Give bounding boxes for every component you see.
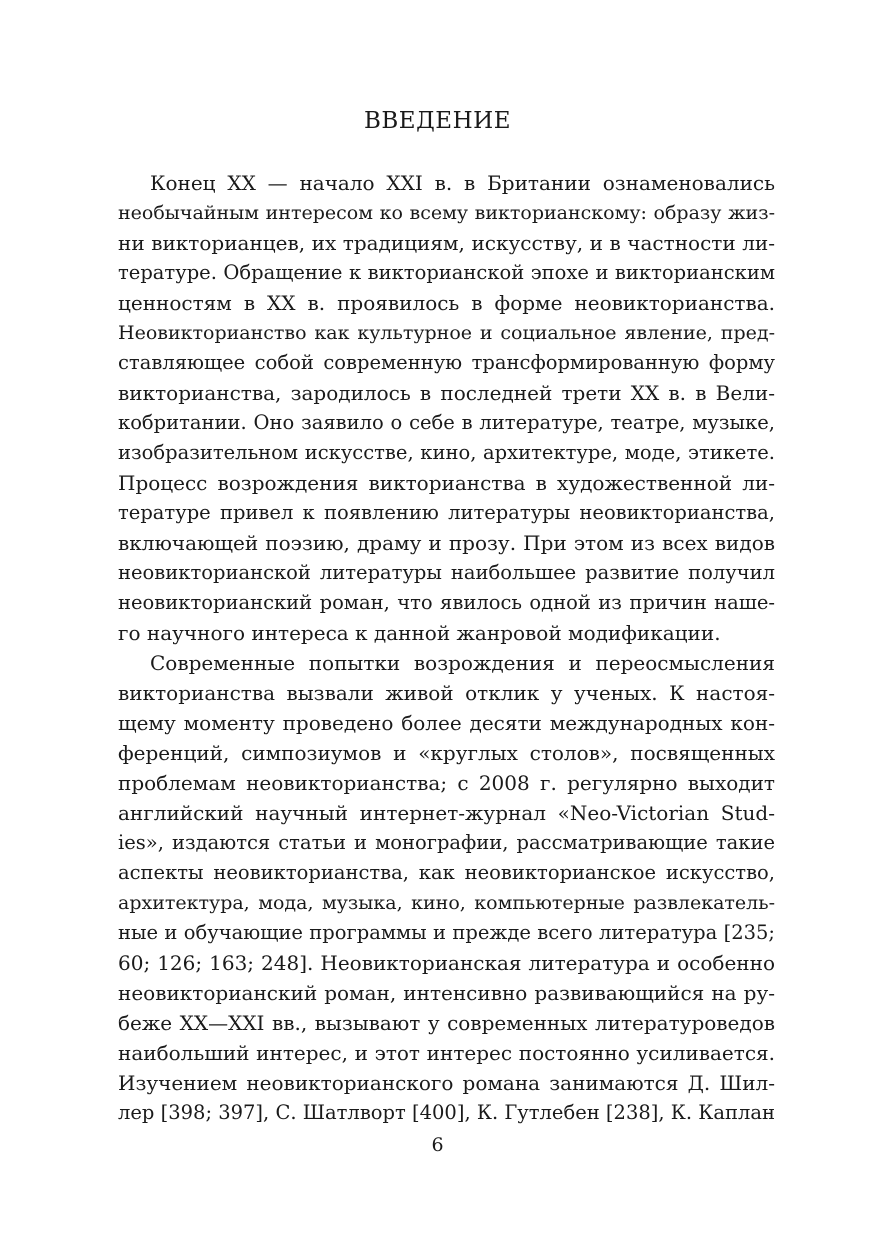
text-line: беже XX—XXI вв., вызывают у современных литературоведов (118, 1011, 775, 1035)
text-line: кобритании. Оно заявило о себе в литературе, театре, музыке, (118, 411, 775, 434)
text-line: тературе. Обращение к викторианской эпохе и викторианским (118, 261, 775, 284)
text-line: ставляющее собой современную трансформированную форму (118, 351, 775, 374)
text-line: неовикторианский роман, что явилось одной из причин наше- (118, 591, 775, 614)
text-line: ies», издаются статьи и монографии, рассматривающие такие (118, 831, 775, 854)
text-line: неовикторианской литературы наибольшее развитие получил (118, 561, 775, 584)
text-line: Изучением неовикторианского романа занимаются Д. Шил- (118, 1071, 775, 1095)
text-line: неовикторианский роман, интенсивно развивающийся на ру- (118, 981, 775, 1005)
text-line: ференций, симпозиумов и «круглых столов», посвященных (118, 741, 775, 765)
text-line: ценностям в XX в. проявилось в форме неовикторианства. (118, 291, 775, 315)
text-line: аспекты неовикторианства, как неовикторианское искусство, (118, 861, 775, 884)
text-line: изобразительном искусстве, кино, архитектуре, моде, этикете. (118, 441, 775, 464)
text-line: архитектура, мода, музыка, кино, компьютерные развлекатель- (118, 892, 775, 914)
text-line: тературе привел к появлению литературы неовикторианства, (118, 501, 775, 524)
text-line: проблемам неовикторианства; с 2008 г. регулярно выходит (118, 771, 775, 795)
text-line: 60; 126; 163; 248]. Неовикторианская литература и особенно (118, 951, 775, 975)
text-line: Современные попытки возрождения и переосмысления (150, 651, 775, 675)
text-line: Процесс возрождения викторианства в художественной ли- (118, 471, 775, 495)
text-line: включающей поэзию, драму и прозу. При этом из всех видов (118, 531, 775, 555)
text-line: английский научный интернет-журнал «Neo-Victorian Stud- (118, 801, 775, 825)
text-line: Конец XX — начало XXI в. в Британии ознаменовались (150, 171, 775, 195)
text-line: наибольший интерес, и этот интерес постоянно усиливается. (118, 1041, 775, 1065)
text-line: викторианства, зародилось в последней трети XX в. в Вели- (118, 381, 775, 405)
text-line: лер [398; 397], С. Шатлворт [400], К. Гутлебен [238], К. Каплан (118, 1101, 775, 1124)
text-line: викторианства вызвали живой отклик у ученых. К настоя- (118, 681, 775, 705)
text-line: го научного интереса к данной жанровой модификации. (118, 621, 721, 645)
text-line: щему моменту проведено более десяти международных кон- (118, 711, 775, 735)
text-line: ни викторианцев, их традициям, искусству, и в частности ли- (118, 231, 775, 255)
text-line: Неовикторианство как культурное и социальное явление, пред- (118, 322, 775, 344)
text-line: необычайным интересом ко всему викторианскому: образу жиз- (118, 202, 775, 224)
page-number: 6 (431, 1134, 444, 1156)
chapter-heading: ВВЕДЕНИЕ (364, 108, 511, 134)
text-line: ные и обучающие программы и прежде всего литература [235; (118, 921, 775, 944)
